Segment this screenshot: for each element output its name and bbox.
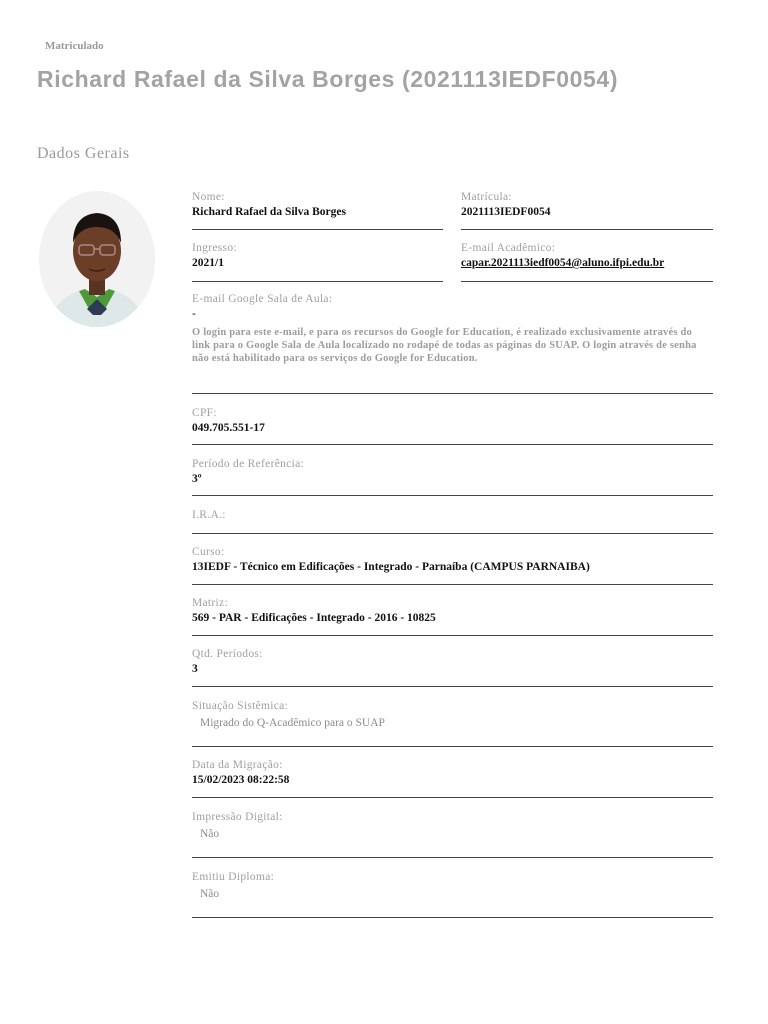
field-impressao-digital: [192, 810, 283, 844]
divider: [461, 229, 713, 230]
field-label: CPF:: [192, 407, 217, 419]
field-value: 15/02/2023 08:22:58: [192, 774, 290, 786]
status-label: Matriculado: [45, 40, 104, 52]
divider: [192, 797, 713, 798]
field-label: Período de Referência:: [192, 458, 304, 470]
field-value: Migrado do Q-Acadêmico para o SUAP: [200, 717, 385, 729]
field-cpf: [192, 406, 265, 436]
divider: [192, 393, 713, 394]
field-value: 3: [192, 663, 198, 675]
field-value: 049.705.551-17: [192, 422, 265, 434]
field-value: -: [192, 308, 196, 320]
field-value: Não: [200, 888, 220, 900]
field-label: Matriz:: [192, 597, 228, 609]
divider: [192, 281, 443, 282]
field-matricula: [461, 190, 550, 220]
divider: [192, 635, 713, 636]
profile-photo: [39, 191, 155, 327]
field-curso: [192, 545, 590, 575]
divider: [192, 917, 713, 918]
divider: [192, 495, 713, 496]
divider: [192, 444, 713, 445]
field-value: 2021113IEDF0054: [461, 206, 551, 218]
field-matriz: [192, 596, 436, 626]
field-email-google: [192, 292, 697, 365]
field-email-academico: [461, 241, 664, 271]
field-situacao: [192, 699, 385, 733]
field-emitiu-diploma: [192, 870, 274, 904]
field-value: Não: [200, 828, 220, 840]
field-nome: [192, 190, 346, 220]
divider: [461, 281, 713, 282]
student-photo-icon: [39, 191, 155, 327]
field-periodo-referencia: [192, 457, 304, 487]
field-label: Matrícula:: [461, 191, 512, 203]
field-value: 569 - PAR - Edificações - Integrado - 2016 - 10825: [192, 612, 436, 624]
email-link[interactable]: capar.2021113iedf0054@aluno.ifpi.edu.br: [461, 257, 665, 269]
field-value: 13IEDF - Técnico em Edificações - Integrado - Parnaíba (CAMPUS PARNAIBA): [192, 561, 590, 573]
divider: [192, 746, 713, 747]
field-value: Richard Rafael da Silva Borges: [192, 206, 346, 218]
field-label: Data da Migração:: [192, 759, 283, 771]
field-note: O login para este e-mail, e para os recursos do Google for Education, é realizado exclusivamente através do link para o Google Sala de Aula localizado no rodapé de todas as páginas do SUAP. O login através de senha não está habilitado para os serviços do Google for Education.: [192, 327, 697, 364]
field-label: Curso:: [192, 546, 225, 558]
field-label: Ingresso:: [192, 242, 237, 254]
divider: [192, 229, 443, 230]
section-title: Dados Gerais: [37, 145, 130, 162]
field-label: I.R.A.:: [192, 509, 226, 521]
field-label: Situação Sistêmica:: [192, 700, 289, 712]
divider: [192, 584, 713, 585]
field-ira: [192, 508, 226, 522]
divider: [192, 857, 713, 858]
field-label: Qtd. Períodos:: [192, 648, 263, 660]
page-title: Richard Rafael da Silva Borges (2021113IEDF0054): [37, 66, 619, 92]
field-label: E-mail Google Sala de Aula:: [192, 293, 333, 305]
field-value: 2021/1: [192, 257, 224, 269]
field-qtd-periodos: [192, 647, 263, 677]
field-label: Nome:: [192, 191, 225, 203]
field-ingresso: [192, 241, 237, 271]
divider: [192, 686, 713, 687]
field-data-migracao: [192, 758, 289, 788]
field-label: Emitiu Diploma:: [192, 871, 275, 883]
field-label: Impressão Digital:: [192, 811, 283, 823]
field-value: 3º: [192, 473, 202, 485]
field-label: E-mail Acadêmico:: [461, 242, 556, 254]
divider: [192, 533, 713, 534]
